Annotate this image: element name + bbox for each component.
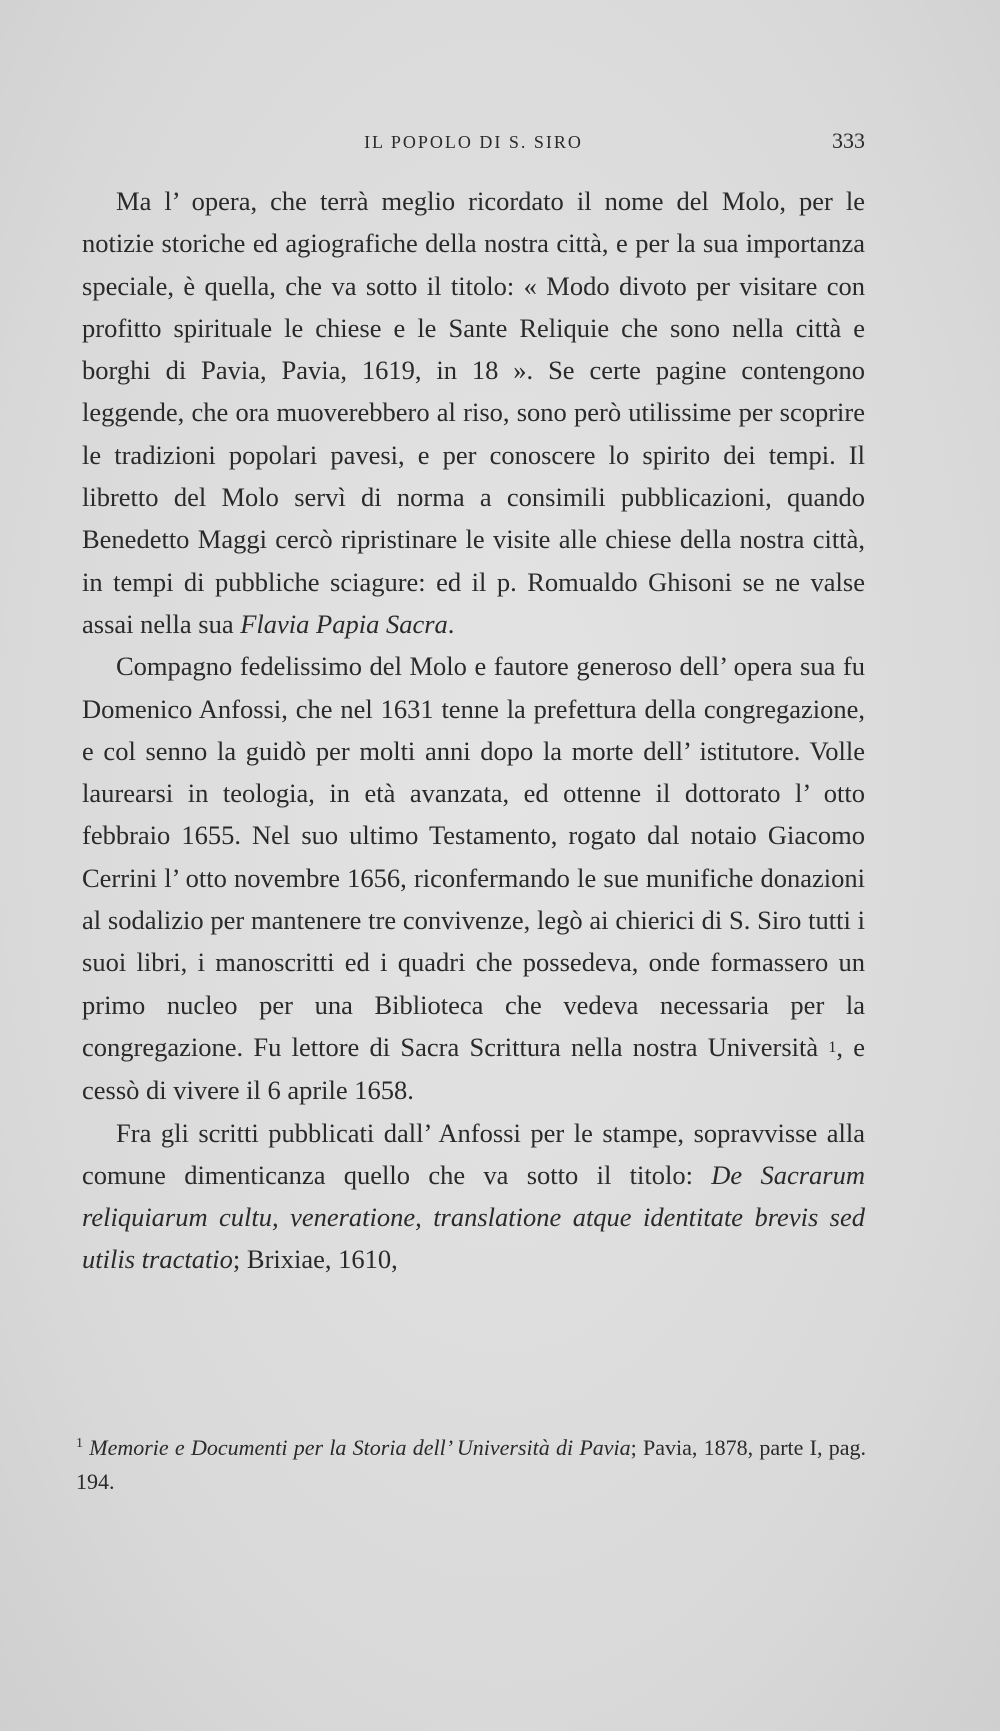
page-number: 333 (832, 128, 865, 153)
body-text (82, 180, 865, 1281)
paragraph-1 (82, 180, 865, 645)
text-run: Compagno fedelissimo del Molo e fautore generoso dell’ opera sua fu Domenico Anfossi, che nel 1631 tenne la prefettura della congregazione, e col senno la guidò per molti anni dopo la morte dell’ istitutore. Volle laurearsi in teologia, in età avanzata, ed ottenne il dottorato l’ otto febbraio 1655. Nel suo ultimo Testamento, rogato dal notaio Giacomo Cerrini l’ otto novembre 1656, riconfermando le sue munifiche donazioni al sodalizio per mantenere tre convivenze, legò ai chierici di S. Siro tutti i suoi libri, i manoscritti ed i quadri che possedeva, onde formassero un primo nucleo per una Biblioteca che vedeva necessaria per la congregazione. Fu lettore di Sacra Scrittura nella nostra Università (82, 651, 865, 1062)
text-run: Fra gli scritti pubblicati dall’ Anfossi per le stampe, sopravvisse alla comune dimenticanza quello che va sotto il titolo: (82, 1117, 865, 1190)
italic-title-de-sacrarum: De Sacrarum reliquiarum cultu, veneratione, translatione atque identitate brevis sed utilis tractatio (82, 1159, 865, 1275)
italic-title-flavia-papia-sacra: Flavia Papia Sacra (240, 608, 448, 639)
text-run: Ma l’ opera, che terrà meglio ricordato il nome del Molo, per le notizie storiche ed agiografiche della nostra città, e per la sua importanza speciale, è quella, che va sotto il titolo: « Modo divoto per visitare con profitto spirituale le chiese e le Sante Reliquie che sono nella città e borghi di Pavia, Pavia, 1619, in 18 ». Se certe pagine contengono leggende, che ora muoverebbero al riso, sono però utilissime per scoprire le tradizioni popolari pavesi, e per conoscere lo spirito dei tempi. Il libretto del Molo servì di norma a consimili pubblicazioni, quando Benedetto Maggi cercò ripristinare le visite alle chiese della nostra città, in tempi di pubbliche sciagure: ed il p. Romualdo Ghisoni se ne valse assai nella sua (82, 186, 865, 639)
paragraph-2 (82, 645, 865, 1111)
footnote-text: ; Pavia, 1878, parte I, pag. 194. (76, 1435, 866, 1494)
paragraph-3 (82, 1112, 865, 1281)
footnote-reference: 1 (828, 1038, 837, 1056)
text-run: ; Brixiae, 1610, (232, 1244, 398, 1275)
footnote-marker: 1 (76, 1436, 83, 1451)
page-header (82, 128, 865, 158)
footnote-italic-title: Memorie e Documenti per la Storia dell’ Università di Pavia (89, 1435, 631, 1460)
footnote (76, 1427, 866, 1499)
text-run: . (447, 608, 455, 639)
running-title: IL POPOLO DI S. SIRO (364, 132, 583, 152)
text-run: , e cessò di vivere il 6 aprile 1658. (82, 1031, 866, 1106)
